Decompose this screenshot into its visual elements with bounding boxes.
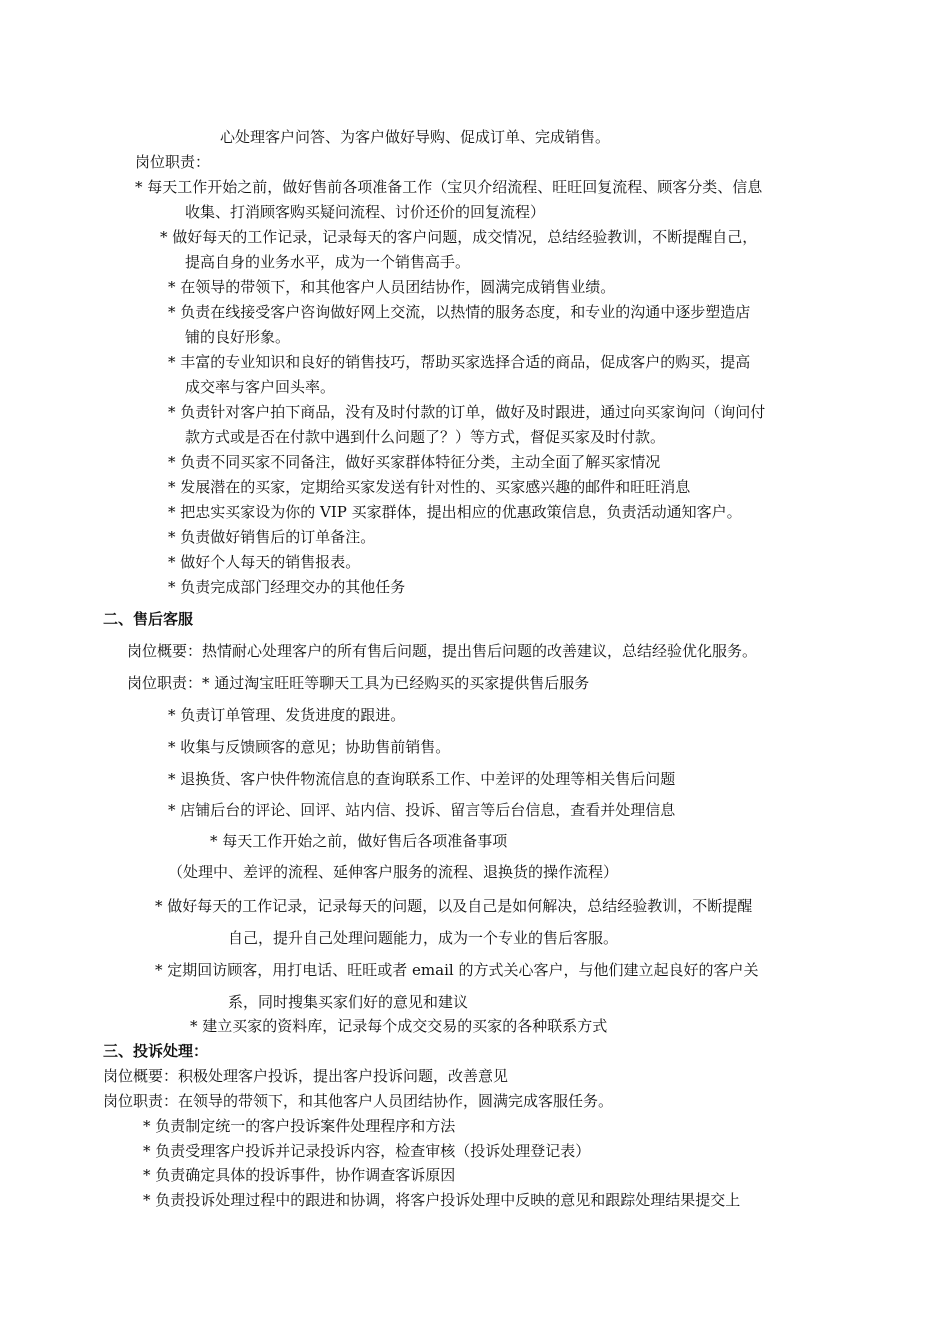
text-line: * 每天工作开始之前，做好售后各项准备事项 xyxy=(210,832,508,850)
text-line: * 负责确定具体的投诉事件，协作调查客诉原因 xyxy=(143,1166,456,1184)
text-line: 款方式或是否在付款中遇到什么问题了？）等方式，督促买家及时付款。 xyxy=(185,428,666,446)
text-line: * 做好每天的工作记录，记录每天的客户问题，成交情况，总结经验教训，不断提醒自己， xyxy=(160,228,758,246)
text-line: * 负责受理客户投诉并记录投诉内容，检查审核（投诉处理登记表） xyxy=(143,1142,591,1160)
text-line: 收集、打消顾客购买疑问流程、讨价还价的回复流程） xyxy=(185,203,546,221)
text-line: * 在领导的带领下，和其他客户人员团结协作，圆满完成销售业绩。 xyxy=(168,278,616,296)
text-line: * 发展潜在的买家，定期给买家发送有针对性的、买家感兴趣的邮件和旺旺消息 xyxy=(168,478,691,496)
text-line: * 负责投诉处理过程中的跟进和协调，将客户投诉处理中反映的意见和跟踪处理结果提交上 xyxy=(143,1191,741,1209)
text-line: 自己，提升自己处理问题能力，成为一个专业的售后客服。 xyxy=(228,929,619,947)
text-line: * 退换货、客户快件物流信息的查询联系工作、中差评的处理等相关售后问题 xyxy=(168,770,676,788)
text-line: * 负责订单管理、发货进度的跟进。 xyxy=(168,706,406,724)
section-heading: 三、投诉处理： xyxy=(103,1042,209,1060)
text-line: 岗位概要：热情耐心处理客户的所有售后问题，提出售后问题的改善建议，总结经验优化服务。 xyxy=(127,642,758,660)
text-line: * 负责不同买家不同备注，做好买家群体特征分类，主动全面了解买家情况 xyxy=(168,453,661,471)
text-line: 岗位职责：* 通过淘宝旺旺等聊天工具为已经购买的买家提供售后服务 xyxy=(127,674,590,692)
text-line: * 定期回访顾客，用打电话、旺旺或者 email 的方式关心客户，与他们建立起良好的客户关 xyxy=(155,961,759,979)
text-line: 岗位职责： xyxy=(135,153,211,171)
text-line: * 收集与反馈顾客的意见；协助售前销售。 xyxy=(168,738,451,756)
text-line: * 把忠实买家设为你的 VIP 买家群体，提出相应的优惠政策信息，负责活动通知客户。 xyxy=(168,503,742,521)
text-line: 系，同时搜集买家们好的意见和建议 xyxy=(228,993,469,1011)
text-line: * 做好每天的工作记录，记录每天的问题，以及自己是如何解决，总结经验教训，不断提醒 xyxy=(155,897,753,915)
text-line: * 做好个人每天的销售报表。 xyxy=(168,553,361,571)
text-line: 岗位职责：在领导的带领下，和其他客户人员团结协作，圆满完成客服任务。 xyxy=(103,1092,614,1110)
text-line: * 店铺后台的评论、回评、站内信、投诉、留言等后台信息，查看并处理信息 xyxy=(168,801,676,819)
text-line: 心处理客户问答、为客户做好导购、促成订单、完成销售。 xyxy=(220,128,611,146)
text-line: 铺的良好形象。 xyxy=(185,328,291,346)
section-heading: 二、售后客服 xyxy=(103,610,194,628)
text-line: * 建立买家的资料库，记录每个成交交易的买家的各种联系方式 xyxy=(190,1017,608,1035)
text-line: （处理中、差评的流程、延伸客户服务的流程、退换货的操作流程） xyxy=(168,863,619,881)
text-line: 成交率与客户回头率。 xyxy=(185,378,336,396)
text-line: * 负责制定统一的客户投诉案件处理程序和方法 xyxy=(143,1117,456,1135)
text-line: * 负责做好销售后的订单备注。 xyxy=(168,528,376,546)
text-line: * 每天工作开始之前，做好售前各项准备工作（宝贝介绍流程、旺旺回复流程、顾客分类、信息 xyxy=(135,178,763,196)
text-line: 岗位概要：积极处理客户投诉，提出客户投诉问题，改善意见 xyxy=(103,1067,509,1085)
text-line: * 负责针对客户拍下商品，没有及时付款的订单，做好及时跟进，通过向买家询问（询问付 xyxy=(168,403,766,421)
text-line: * 负责在线接受客户咨询做好网上交流，以热情的服务态度，和专业的沟通中逐步塑造店 xyxy=(168,303,751,321)
text-line: * 丰富的专业知识和良好的销售技巧，帮助买家选择合适的商品，促成客户的购买，提高 xyxy=(168,353,751,371)
text-line: 提高自身的业务水平，成为一个销售高手。 xyxy=(185,253,471,271)
text-line: * 负责完成部门经理交办的其他任务 xyxy=(168,578,406,596)
